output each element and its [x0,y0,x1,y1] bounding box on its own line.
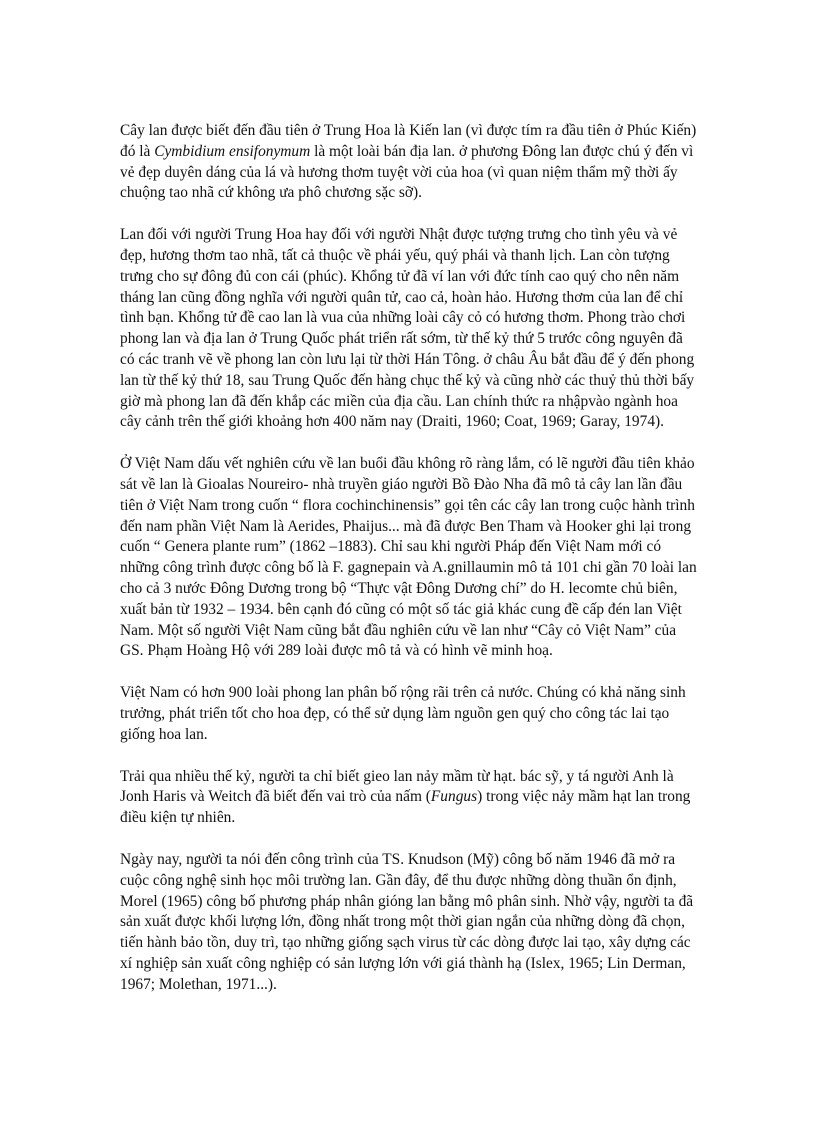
paragraph-text: Cây lan được biết đến đầu tiên ở Trung Hoa là Kiến lan (vì được tím ra đầu tiên ở Phúc Kiến) đó là [120,122,697,160]
paragraph-cymbidium [120,121,700,204]
paragraph-text: Trải qua nhiều thế kỷ, người ta chỉ biết gieo lan nảy mầm từ hạt. bác sỹ, y tá người Anh là Jonh Haris và Weitch đã biết đến vai trò của nấm ( [120,767,674,806]
fungus-term: Fungus [430,788,478,806]
paragraph-biotech [120,850,700,996]
paragraph-text: Ngày nay, người ta nói đến công trình của TS. Knudson (Mỹ) công bố năm 1946 đã mở ra cuộc công nghệ sinh học môi trường lan. Gần đây, để thu được những dòng thuần ổn định, Morel (1965) công bố phương pháp nhân gióng lan bằng mô phân sinh. Nhờ vậy, người ta đã sản xuất được khối lượng lớn, đồng nhất trong một thời gian ngắn của những dòng đã chọn, tiến hành bảo tồn, duy trì, tạo những giống sạch virus từ các dòng được lai tạo, xây dựng các xí nghiệp sản xuất công nghiệp có sản lượng lớn với giá thành hạ (Islex, 1965; Lin Derman, 1967; Molethan, 1971...). [120,850,694,993]
paragraph-fungus [120,767,700,829]
paragraph-vietnam-species [120,683,700,745]
paragraph-text: Ở Việt Nam dấu vết nghiên cứu về lan buổi đầu không rõ ràng lắm, có lẽ người đầu tiên khảo sát về lan là Gioalas Noureiro- nhà truyền giáo người Bồ Đào Nha đã mô tả cây lan lần đầu tiên ở Việt Nam trong cuốn “ flora cochinchinensis” gọi tên các cây lan trong cuộc hành trình đến nam phần Việt Nam là Aerides, Phaijus... mà đã được Ben Tham và Hooker ghi lại trong cuốn “ Genera plante rum” (1862 –1883). Chỉ sau khi người Pháp đến Việt Nam mới có những công trình được công bố là F. gagnepain và A.gnillaumin mô tả 101 chi gần 70 loài lan cho cả 3 nước Đông Dương trong bộ “Thực vật Đông Dương chí” do H. lecomte chủ biên, xuất bản từ 1932 – 1934. bên cạnh đó cũng có một số tác giả khác cung đề cấp đén lan Việt Nam. Một số người Việt Nam cũng bắt đầu nghiên cứu về lan như “Cây cỏ Việt Nam” của GS. Phạm Hoàng Hộ với 289 loài được mô tả và có hình vẽ minh hoạ. [120,455,697,660]
document-body [120,121,700,995]
paragraph-text: là một loài bán địa lan. ở phương Đông lan được chú ý đến vì vẻ đẹp duyên dáng của lá và hương thơm tuyệt vời của hoa (vì quan niệm thẩm mỹ thời ấy chuộng tao nhã cứ không ưa phô chương sặc sỡ). [120,142,694,202]
paragraph-vietnam-research [120,454,700,662]
paragraph-china-japan [120,225,700,433]
paragraph-text: Lan đối với người Trung Hoa hay đối với người Nhật được tượng trưng cho tình yêu và vẻ đẹp, hương thơm tao nhã, tất cả thuộc về phái yếu, quý phái và thanh lịch. Lan còn tượng trưng cho sự đông đủ con cái (phúc). Khổng tử đã ví lan với đức tính cao quý cho nên năm tháng lan cũng đồng nghĩa với người quân tử, cao cả, hoàn hảo. Hương thơm của lan để chỉ tình bạn. Khổng tử đề cao lan là vua của những loài cây cỏ có hương thơm. Phong trào chơi phong lan và địa lan ở Trung Quốc phát triển rất sớm, từ thế kỷ thứ 5 trước công nguyên đã có các tranh vẽ về phong lan còn lưu lại từ thời Hán Tông. ở châu Âu bắt đầu để ý đến phong lan từ thế kỷ thứ 18, sau Trung Quốc đến hàng chục thế kỷ và cũng nhờ các thuỷ thủ thời bấy giờ mà phong lan đã đến khắp các miền của địa cầu. Lan chính thức ra nhậpvào ngành hoa cây cảnh trên thế giới khoảng hơn 400 năm nay (Draiti, 1960; Coat, 1969; Garay, 1974). [120,226,695,431]
paragraph-text: Việt Nam có hơn 900 loài phong lan phân bố rộng rãi trên cả nước. Chúng có khả năng sinh trưởng, phát triển tốt cho hoa đẹp, có thể sử dụng làm nguồn gen quý cho công tác lai tạo giống hoa lan. [120,684,686,743]
species-name: Cymbidium ensifonymum [154,142,311,160]
paragraph-text: ) trong việc nảy mầm hạt lan trong điều kiện tự nhiên. [120,788,691,827]
